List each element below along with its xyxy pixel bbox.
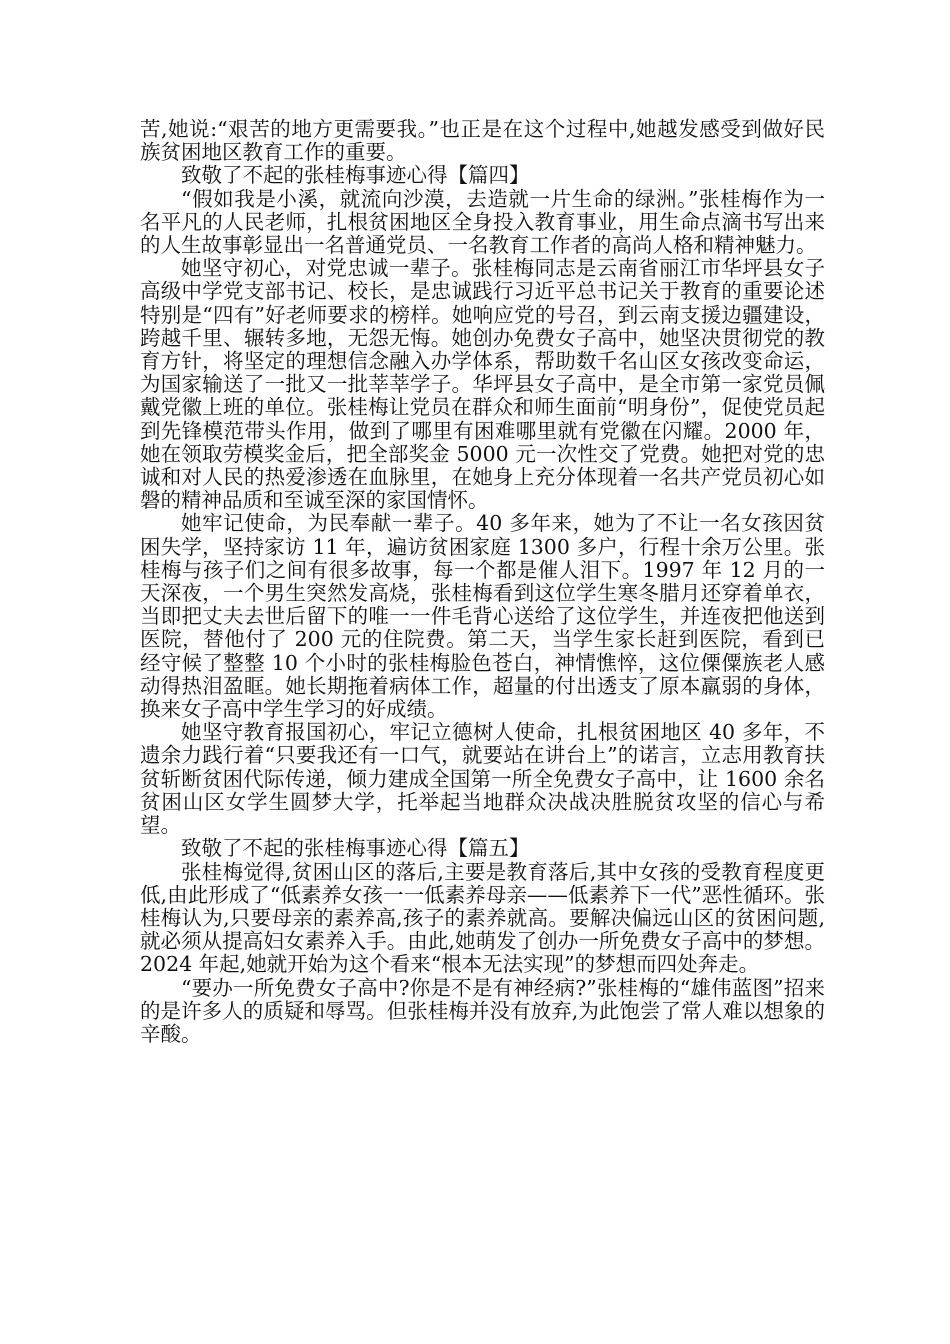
section-heading-5: 致敬了不起的张桂梅事迹心得【篇五】 [181, 836, 530, 861]
paragraph-4: 她牢记使命，为民奉献一辈子。40 多年来，她为了不让一名女孩因贫困失学，坚持家访 11 年，遍访贫困家庭 1300 多户，行程十余万公里。张桂梅与孩子们之间有很多故事，每一个都是催人泪下。1997 年 12 月的一天深夜，一个男生突然发高烧，张桂梅看到这位学生寒冬腊月还穿着单衣，当即把丈夫去世后留下的唯一一件毛背心送给了这位学生，并连夜把他送到医院，替他付了 200 元的住院费。第二天，当学生家长赶到医院，看到已经守候了整整 10 个小时的张桂梅脸色苍白，神情憔悴，这位傈僳族老人感动得热泪盈眶。她长期拖着病体工作，超量的付出透支了原本羸弱的身体，换来女子高中学生学习的好成绩。 [140, 511, 825, 722]
paragraph-6: 张桂梅觉得,贫困山区的落后,主要是教育落后,其中女孩的受教育程度更低,由此形成了“低素养女孩一一低素养母亲——低素养下一代”恶性循环。张桂梅认为,只要母亲的素养高,孩子的素养就高。要解决偏远山区的贫困问题,就必须从提高妇女素养入手。由此,她萌发了创办一所免费女子高中的梦想。2024 年起,她就开始为这个看来“根本无法实现”的梦想而四处奔走。 [140, 859, 825, 977]
section-heading-4: 致敬了不起的张桂梅事迹心得【篇四】 [181, 163, 530, 188]
paragraph-2: “假如我是小溪，就流向沙漠，去造就一片生命的绿洲。”张桂梅作为一名平凡的人民老师，扎根贫困地区全身投入教育事业，用生命点滴书写出来的人生故事彰显出一名普通党员、一名教育工作者的高尚人格和精神魅力。 [140, 186, 825, 258]
document-body [140, 118, 825, 1046]
paragraph-5: 她坚守教育报国初心，牢记立德树人使命，扎根贫困地区 40 多年，不遗余力践行着“只要我还有一口气，就要站在讲台上”的诺言，立志用教育扶贫斩断贫困代际传递，倾力建成全国第一所全免费女子高中，让 1600 余名贫困山区女学生圆梦大学，托举起当地群众决战决胜脱贫攻坚的信心与希望。 [140, 720, 825, 838]
paragraph-1: 苦,她说:“艰苦的地方更需要我。”也正是在这个过程中,她越发感受到做好民族贫困地区教育工作的重要。 [140, 117, 825, 165]
paragraph-7: “要办一所免费女子高中?你是不是有神经病?”张桂梅的“雄伟蓝图”招来的是许多人的质疑和辱骂。但张桂梅并没有放弃,为此饱尝了常人难以想象的辛酸。 [140, 975, 825, 1046]
paragraph-3: 她坚守初心，对党忠诚一辈子。张桂梅同志是云南省丽江市华坪县女子高级中学党支部书记、校长，是忠诚践行习近平总书记关于教育的重要论述特别是“四有”好老师要求的榜样。她响应党的号召，到云南支援边疆建设，跨越千里、辗转多地，无怨无悔。她创办免费女子高中，她坚决贯彻党的教育方针，将坚定的理想信念融入办学体系，帮助数千名山区女孩改变命运，为国家输送了一批又一批莘莘学子。华坪县女子高中，是全市第一家党员佩戴党徽上班的单位。张桂梅让党员在群众和师生面前“明身份”，促使党员起到先锋模范带头作用，做到了哪里有困难哪里就有党徽在闪耀。2000 年，她在领取劳模奖金后，把全部奖金 5000 元一次性交了党费。她把对党的忠诚和对人民的热爱渗透在血脉里，在她身上充分体现着一名共产党员初心如磐的精神品质和至诚至深的家国情怀。 [140, 256, 825, 513]
